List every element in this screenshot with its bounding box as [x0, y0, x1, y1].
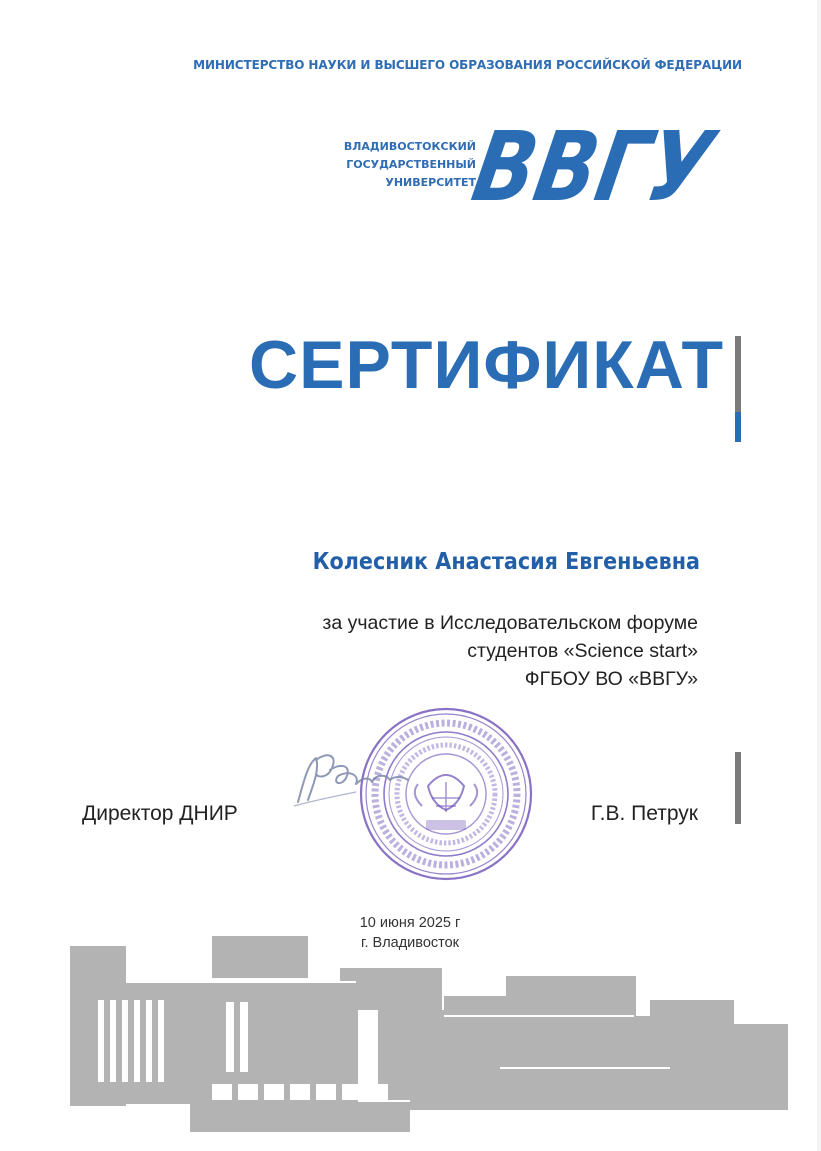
- recipient-name: Колесник Анастасия Евгеньевна: [312, 549, 700, 575]
- description-line-1: за участие в Исследовательском форуме: [322, 612, 698, 634]
- ministry-header: МИНИСТЕРСТВО НАУКИ И ВЫСШЕГО ОБРАЗОВАНИЯ РОССИЙСКОЙ ФЕДЕРАЦИИ: [193, 58, 742, 72]
- award-description: [200, 609, 698, 693]
- university-name-line-1: ВЛАДИВОСТОКСКИЙ: [343, 140, 476, 153]
- svg-text:ВВГУ: ВВГУ: [465, 110, 767, 223]
- signatory-name: Г.В. Петрук: [590, 802, 698, 825]
- university-logo-icon: [465, 110, 767, 223]
- title-accent-bar: [735, 336, 741, 442]
- certificate-title: СЕРТИФИКАТ: [248, 327, 724, 403]
- description-line-2: студентов «Science start»: [467, 640, 698, 662]
- signatory-role: Директор ДНИР: [82, 802, 238, 825]
- university-name: [300, 138, 476, 192]
- issue-city: г. Владивосток: [360, 935, 460, 951]
- issue-date: 10 июня 2025 г: [359, 915, 461, 931]
- campus-buildings-illustration-icon: [0, 930, 821, 1151]
- handwritten-signature-icon: [286, 740, 416, 820]
- signature-accent-bar: [735, 752, 741, 824]
- university-name-line-2: ГОСУДАРСТВЕННЫЙ: [346, 158, 476, 171]
- description-line-3: ФГБОУ ВО «ВВГУ»: [524, 668, 698, 690]
- university-name-line-3: УНИВЕРСИТЕТ: [385, 176, 476, 189]
